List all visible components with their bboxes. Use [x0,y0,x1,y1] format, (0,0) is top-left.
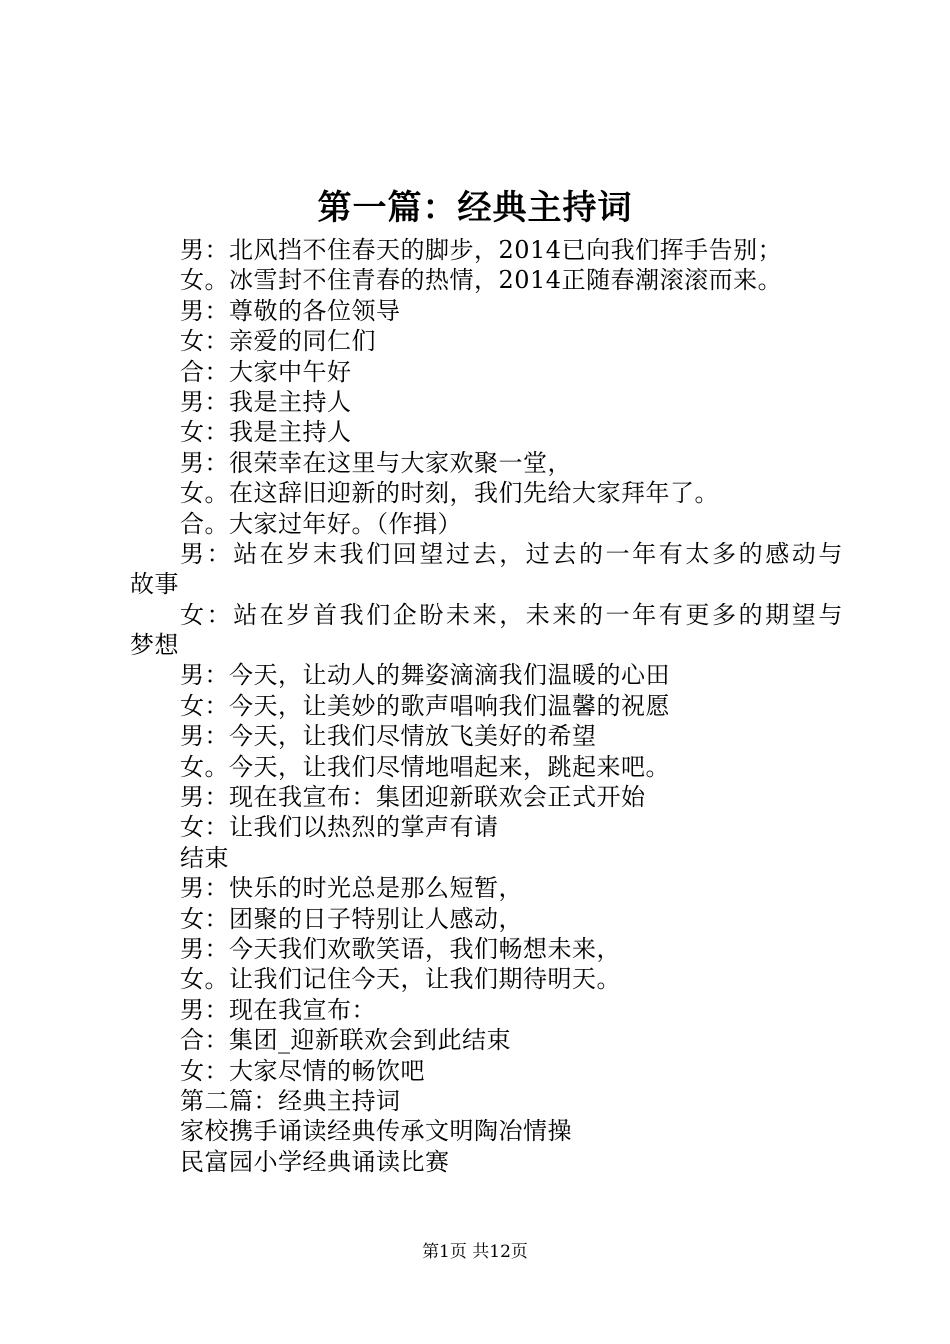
body-line: 合。大家过年好。（作揖） [180,509,462,538]
body-line: 女：亲爱的同仁们 [180,327,376,356]
body-line: 女：大家尽情的畅饮吧 [180,1056,425,1085]
body-line: 男：站在岁末我们回望过去，过去的一年有太多的感动与 [180,539,845,568]
body-line-continuation: 梦想 [130,631,179,660]
body-line-continuation: 故事 [130,570,179,599]
body-line: 女：团聚的日子特别让人感动， [180,904,523,933]
body-line: 男：今天我们欢歌笑语，我们畅想未来， [180,934,621,963]
document-title: 第一篇：经典主持词 [317,188,633,228]
page-footer: 第1页 共12页 [422,1242,528,1262]
section-heading-second: 第二篇：经典主持词 [180,1086,401,1115]
body-line: 男：很荣幸在这里与大家欢聚一堂， [180,448,572,477]
body-line: 家校携手诵读经典传承文明陶冶情操 [180,1117,572,1146]
body-line: 合：集团_迎新联欢会到此结束 [180,1026,511,1055]
body-line: 女。在这辞旧迎新的时刻，我们先给大家拜年了。 [180,479,719,508]
body-line: 男：北风挡不住春天的脚步，2014已向我们挥手告别； [180,236,783,264]
document-body [130,235,845,1177]
body-line: 女：我是主持人 [180,418,352,447]
body-line: 男：今天，让我们尽情放飞美好的希望 [180,722,597,751]
body-line: 男：今天，让动人的舞姿滴滴我们温暖的心田 [180,661,670,690]
body-line: 民富园小学经典诵读比赛 [180,1147,450,1176]
body-line: 女。今天，让我们尽情地唱起来，跳起来吧。 [180,752,670,781]
body-line: 男：快乐的时光总是那么短暂， [180,874,523,903]
section-heading-end: 结束 [180,843,229,872]
body-line: 男：现在我宣布： [180,995,376,1024]
body-line: 合：大家中午好 [180,357,352,386]
body-line: 女：站在岁首我们企盼未来，未来的一年有更多的期望与 [180,600,845,629]
body-line: 女：今天，让美妙的歌声唱响我们温馨的祝愿 [180,691,670,720]
body-line: 男：现在我宣布：集团迎新联欢会正式开始 [180,783,646,812]
body-line: 男：尊敬的各位领导 [180,296,401,325]
body-line: 男：我是主持人 [180,387,352,416]
body-line: 女。冰雪封不住青春的热情，2014正随春潮滚滚而来。 [180,266,783,295]
body-line: 女：让我们以热烈的掌声有请 [180,813,499,842]
body-line: 女。让我们记住今天，让我们期待明天。 [180,965,621,994]
